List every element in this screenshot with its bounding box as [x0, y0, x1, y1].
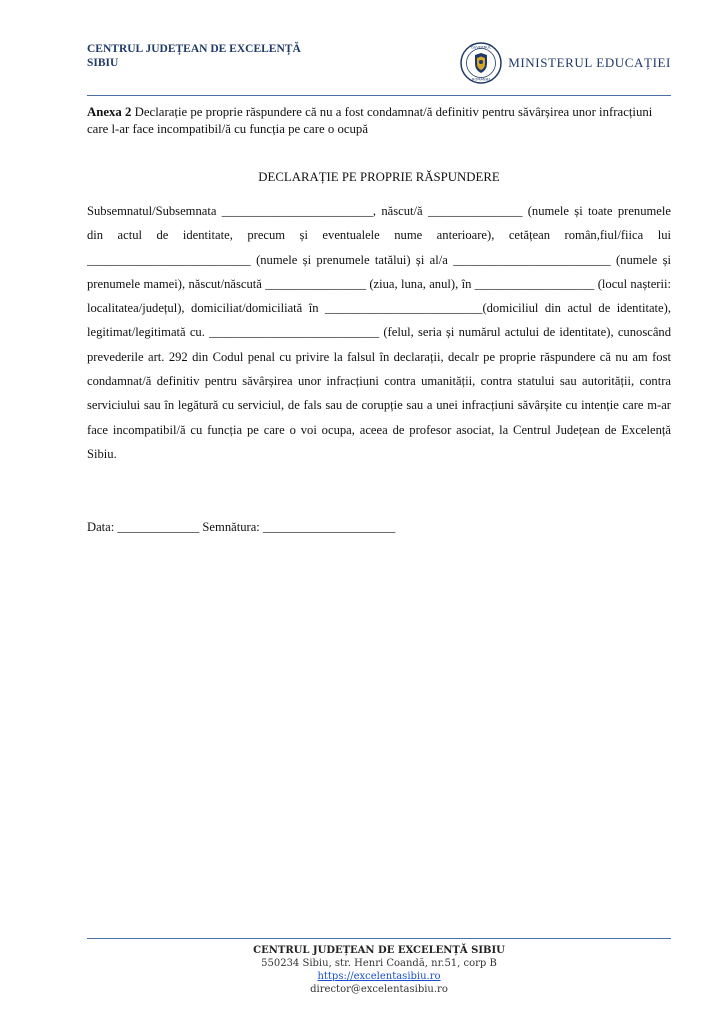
- document-title: DECLARAȚIE PE PROPRIE RĂSPUNDERE: [258, 170, 500, 184]
- ministry-name: MINISTERUL EDUCAȚIEI: [508, 55, 671, 70]
- declaration-body: Subsemnatul/Subsemnata ________________________, născut/ă _______________ (numele și toate prenumele din actul de identitate, precum și eventualele nume anterioare), cetățean român,fiul/fiica lui __________________________ (numele și prenumele tatălui) și al/a _________________________ (numele și prenumele mamei), născut/născută ________________ (ziua, luna, anul), în ___________________ (locul nașterii: localitatea/județul), domiciliat/domiciliată în _________________________(domiciliul din actul de identitate), legitimat/legitimată cu. ___________________________ (felul, seria și numărul actului de identitate), cunoscând prevederile art. 292 din Codul penal cu privire la falsul în declarații, decalr pe proprie răspundere că nu am fost condamnat/ă definitiv pentru săvârșirea unor infracțiuni contra umanității, contra statului sau autorității, contra serviciului sau în legătură cu serviciul, de fals sau de corupție sau a unei infracțiuni săvârșite cu intenție care m-ar face incompatibil/ă cu funcția pe care o voi ocupa, aceea de profesor asociat, la Centrul Județean de Excelență Sibiu.: [87, 204, 671, 461]
- footer-email: director@excelentasibiu.ro: [310, 984, 448, 995]
- seal-text-top: GUVERNUL: [471, 45, 492, 50]
- annex-text: Declarație pe proprie răspundere că nu a fost condamnat/ă definitiv pentru săvârșirea unor infracțiuni care l-ar face incompatibil/ă cu funcția pe care o ocupă: [87, 105, 653, 136]
- annex-label: Anexa 2: [87, 105, 132, 119]
- page-header: [87, 38, 671, 94]
- footer-org: CENTRUL JUDEȚEAN DE EXCELENȚĂ SIBIU: [253, 945, 505, 956]
- page-footer: [87, 944, 671, 996]
- annex-heading: [87, 104, 671, 138]
- government-seal-icon: [460, 42, 502, 84]
- footer-address: 550234 Sibiu, str. Henri Coandă, nr.51, corp B: [261, 958, 497, 969]
- seal-text-bottom: ROMÂNIEI: [472, 77, 491, 82]
- institution-name-line2: SIBIU: [87, 57, 119, 69]
- footer-divider: [87, 938, 671, 939]
- date-signature-line: Data: _____________ Semnătura: _____________________: [87, 520, 396, 534]
- institution-name-line1: CENTRUL JUDEȚEAN DE EXCELENȚĂ: [87, 43, 301, 55]
- footer-website-link[interactable]: https://excelentasibiu.ro: [317, 971, 441, 982]
- header-divider: [87, 95, 671, 96]
- ministry-logo: [460, 42, 671, 84]
- institution-name: [87, 42, 301, 70]
